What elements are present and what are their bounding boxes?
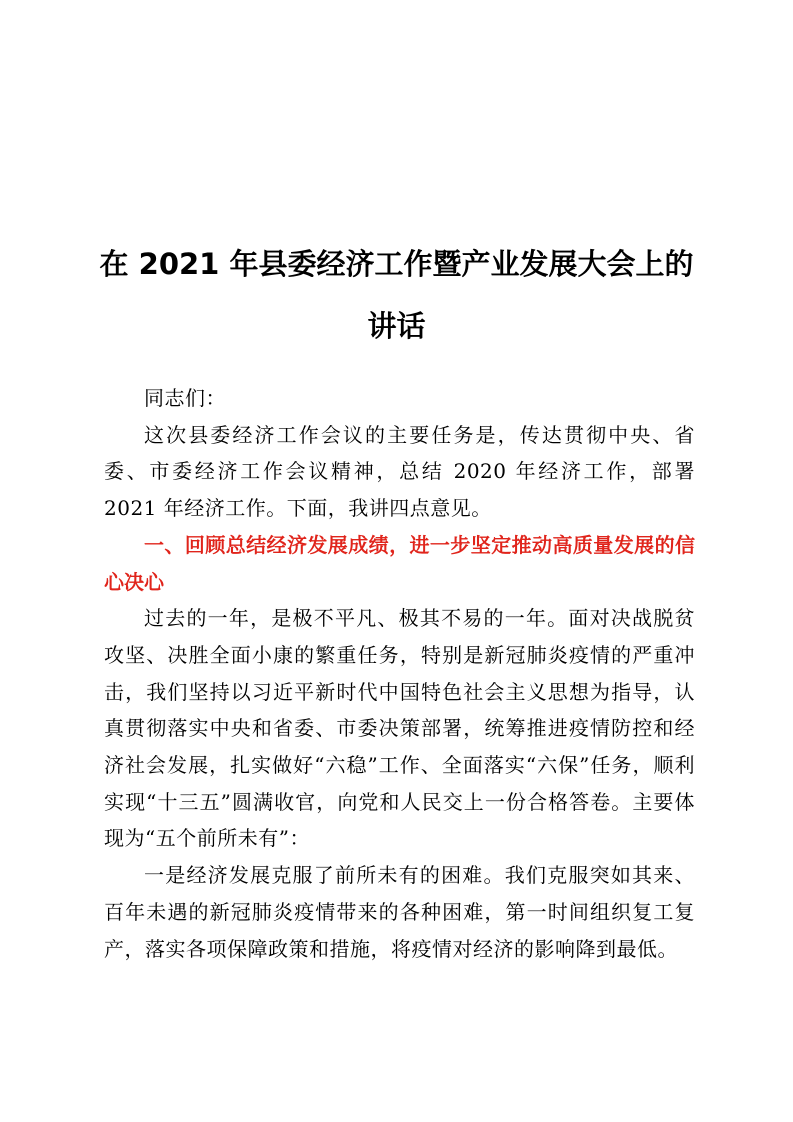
salutation: 同志们： [144, 386, 226, 410]
document-body [104, 380, 695, 967]
document-title-line-2: 讲话 [367, 309, 426, 343]
paragraph-point-one: 一是经济发展克服了前所未有的困难。我们克服突如其来、百年未遇的新冠肺炎疫情带来的各种困难，第一时间组织复工复产，落实各项保障政策和措施，将疫情对经济的影响降到最低。 [104, 863, 695, 961]
paragraph-intro: 这次县委经济工作会议的主要任务是，传达贯彻中央、省委、市委经济工作会议精神，总结 2020 年经济工作，部署 2021 年经济工作。下面，我讲四点意见。 [104, 422, 695, 521]
document-title-line-1: 在 2021 年县委经济工作暨产业发展大会上的 [99, 247, 694, 281]
paragraph-review: 过去的一年，是极不平凡、极其不易的一年。面对决战脱贫攻坚、决胜全面小康的繁重任务，特别是新冠肺炎疫情的严重冲击，我们坚持以习近平新时代中国特色社会主义思想为指导，认真贯彻落实中央和省委、市委决策部署，统筹推进疫情防控和经济社会发展，扎实做好“六稳”工作、全面落实“六保”任务，顺利实现“十三五”圆满收官，向党和人民交上一份合格答卷。主要体现为“五个前所未有”： [104, 606, 695, 851]
section-heading-1: 一、回顾总结经济发展成绩，进一步坚定推动高质量发展的信心决心 [104, 532, 695, 594]
